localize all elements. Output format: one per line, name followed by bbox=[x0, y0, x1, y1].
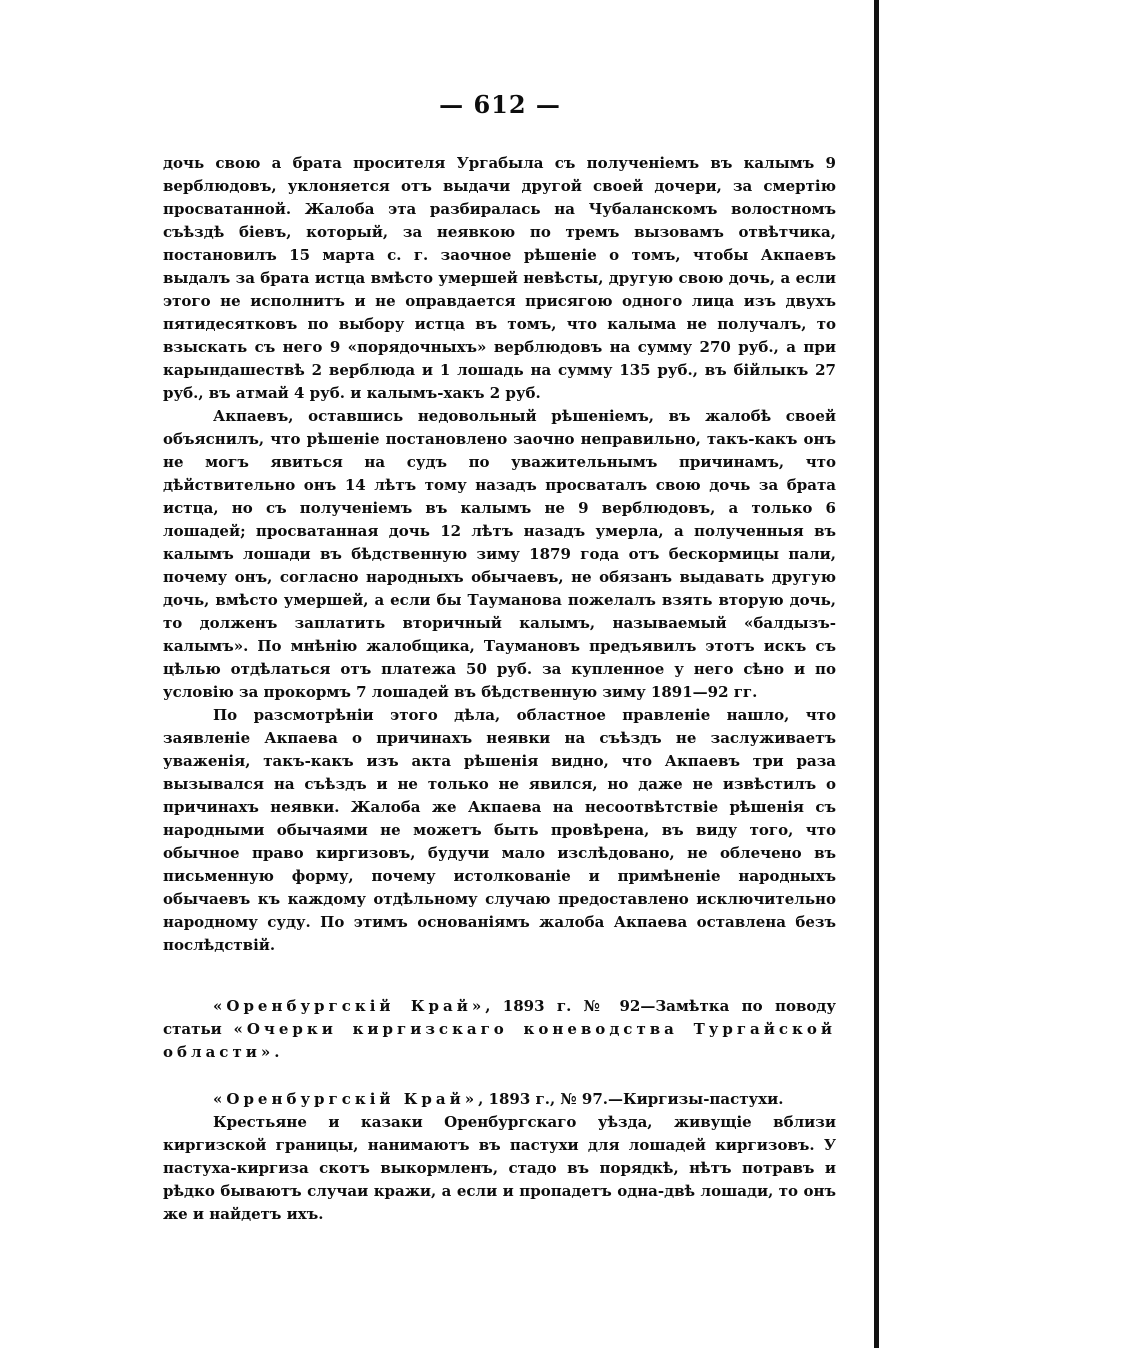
notice-1 bbox=[163, 995, 836, 1064]
text-column bbox=[163, 152, 836, 1226]
paragraph-2: Акпаевъ, оставшись недовольный рѣшеніемъ, въ жалобѣ своей объяснилъ, что рѣшеніе постановлено заочно неправильно, такъ-какъ онъ не могъ явиться на судъ по уважительнымъ причинамъ, что дѣйствительно онъ 14 лѣтъ тому назадъ просваталъ свою дочь за брата истца, но съ полученіемъ въ калымъ не 9 верблюдовъ, а только 6 лошадей; просватанная дочь 12 лѣтъ назадъ умерла, а полученныя въ калымъ лошади въ бѣдственную зиму 1879 года отъ бескормицы пали, почему онъ, согласно народныхъ обычаевъ, не обязанъ выдавать другую дочь, вмѣсто умершей, а если бы Тауманова пожелалъ взять вторую дочь, то долженъ заплатить вторичный калымъ, называемый «балдызъ-калымъ». По мнѣнію жалобщика, Таумановъ предъявилъ этотъ искъ съ цѣлью отдѣлаться отъ платежа 50 руб. за купленное у него сѣно и по условію за прокормъ 7 лошадей въ бѣдственную зиму 1891—92 гг. bbox=[163, 407, 836, 701]
page-spine-line bbox=[874, 0, 879, 1348]
page-number: — 612 — bbox=[439, 90, 561, 119]
notice-2-title: «Оренбургскій Край» bbox=[213, 1090, 479, 1108]
notice-1-text: , 1893 г. № 92—Замѣтка по поводу статьи bbox=[163, 997, 836, 1038]
notice-1-article: «Очерки киргизскаго коневодства Тургайской области». bbox=[163, 1020, 836, 1061]
notice-1-title: «Оренбургскій Край» bbox=[213, 997, 486, 1015]
paragraph-1: дочь свою а брата просителя Ургабыла съ полученіемъ въ калымъ 9 верблюдовъ, уклоняется отъ выдачи другой своей дочери, за смертію просватанной. Жалоба эта разбиралась на Чубаланскомъ волостномъ съѣздѣ біевъ, который, за неявкою по тремъ вызовамъ отвѣтчика, постановилъ 15 марта с. г. заочное рѣшеніе о томъ, чтобы Акпаевъ выдалъ за брата истца вмѣсто умершей невѣсты, другую свою дочь, а если этого не исполнитъ и не оправдается присягою одного лица изъ двухъ пятидесятковъ по выбору истца въ томъ, что калыма не получалъ, то взыскать съ него 9 «порядочныхъ» верблюдовъ на сумму 270 руб., а при карындашествѣ 2 верблюда и 1 лошадь на сумму 135 руб., въ бійлыкъ 27 руб., въ атмай 4 руб. и калымъ-хакъ 2 руб. bbox=[163, 154, 836, 402]
paragraph-3: По разсмотрѣніи этого дѣла, областное правленіе нашло, что заявленіе Акпаева о причинахъ неявки на съѣздъ не заслуживаетъ уваженія, такъ-какъ изъ акта рѣшенія видно, что Акпаевъ три раза вызывался на съѣздъ и не только не явился, но даже не извѣстилъ о причинахъ неявки. Жалоба же Акпаева на несоотвѣтствіе рѣшенія съ народными обычаями не можетъ быть провѣрена, въ виду того, что обычное право киргизовъ, будучи мало изслѣдовано, не облечено въ письменную форму, почему истолкованіе и примѣненіе народныхъ обычаевъ къ каждому отдѣльному случаю предоставлено исключительно народному суду. По этимъ основаніямъ жалоба Акпаева оставлена безъ послѣдствій. bbox=[163, 706, 836, 954]
notice-2-heading bbox=[163, 1088, 836, 1111]
notice-2-body: Крестьяне и казаки Оренбургскаго уѣзда, живущіе вблизи киргизской границы, нанимаютъ въ пастухи для лошадей киргизовъ. У пастуха-киргиза скотъ выкормленъ, стадо въ порядкѣ, нѣтъ потравъ и рѣдко бываютъ случаи кражи, а если и пропадетъ одна-двѣ лошади, то онъ же и найдетъ ихъ. bbox=[163, 1113, 836, 1223]
notice-2-text: , 1893 г., № 97.—Киргизы-пастухи. bbox=[478, 1090, 784, 1108]
